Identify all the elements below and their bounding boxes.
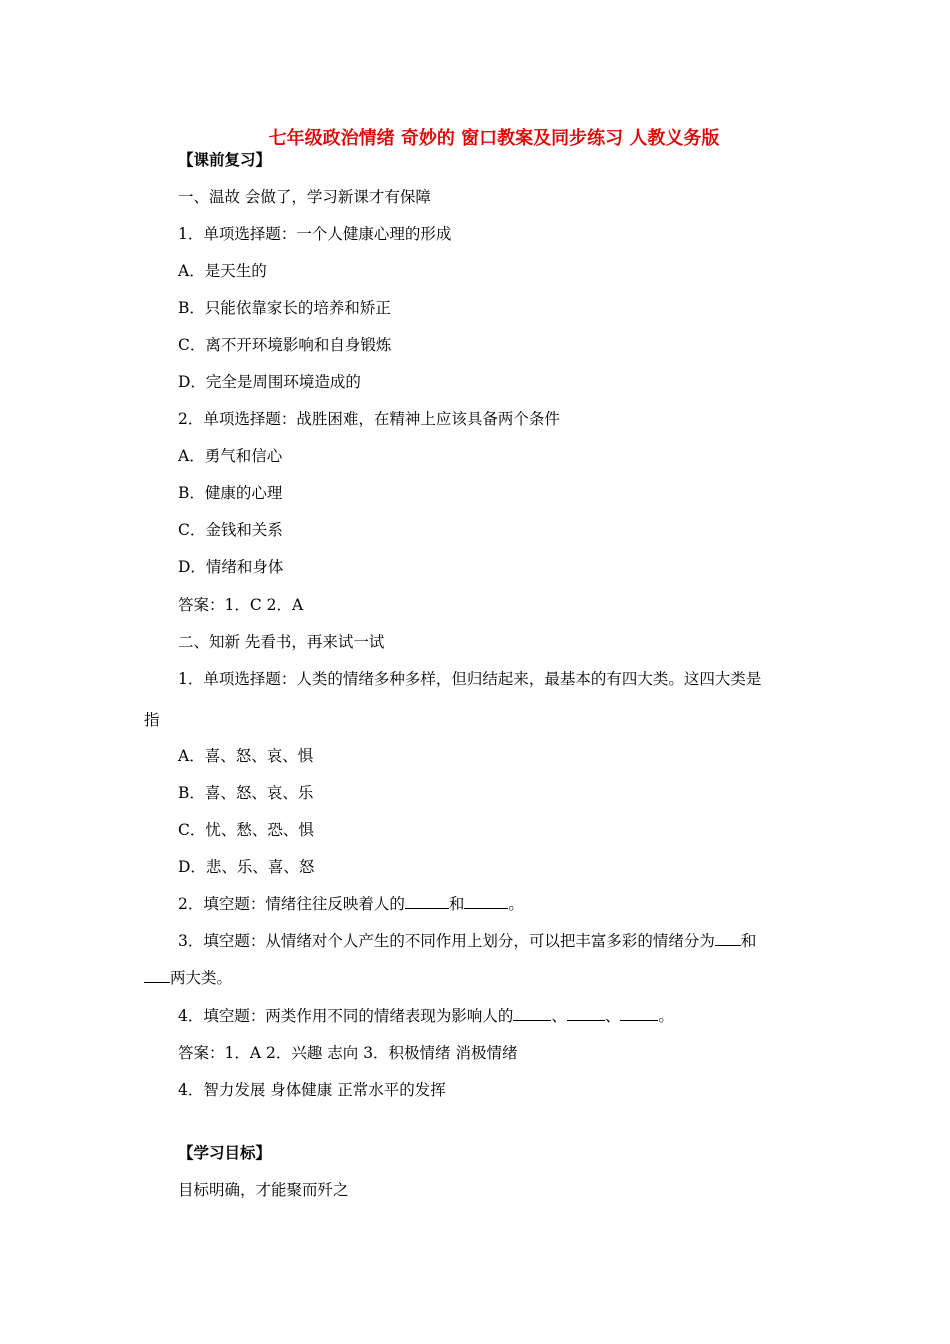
- fill-blank[interactable]: [144, 968, 170, 983]
- document-title: 七年级政治情绪 奇妙的 窗口教案及同步练习 人教义务版: [268, 128, 720, 149]
- question-1-option-b: B．只能依靠家长的培养和矫正: [178, 299, 391, 317]
- question-1-option-d: D．完全是周围环境造成的: [178, 373, 361, 391]
- section2-question-2: [178, 894, 524, 914]
- section-heading-review: 【课前复习】: [178, 151, 272, 169]
- question-2-option-b: B．健康的心理: [178, 484, 283, 502]
- question-2-option-a: A．勇气和信心: [178, 447, 283, 465]
- q4-suffix: 。: [658, 1007, 674, 1025]
- fill-blank[interactable]: [513, 1006, 551, 1021]
- section2-question-1-stem-wrap: 指: [144, 711, 160, 729]
- q3-suffix: 两大类。: [170, 969, 233, 987]
- section1-answer: 答案：1．C 2．A: [178, 596, 304, 614]
- q2-mid: 和: [448, 895, 465, 913]
- fill-blank[interactable]: [715, 931, 741, 946]
- section2-question-3: [178, 931, 756, 951]
- section2-question-1-option-c: C．忧、愁、恐、惧: [178, 821, 314, 839]
- section2-question-1-option-a: A．喜、怒、哀、惧: [178, 747, 314, 765]
- section-heading-objectives: 【学习目标】: [178, 1144, 272, 1162]
- section2-question-1-option-d: D．悲、乐、喜、怒: [178, 858, 315, 876]
- q3-prefix: 3．填空题：从情绪对个人产生的不同作用上划分，可以把丰富多彩的情绪分为: [178, 932, 715, 950]
- section2-question-1-stem: 1．单项选择题：人类的情绪多种多样，但归结起来，最基本的有四大类。这四大类是: [178, 670, 762, 688]
- q2-prefix: 2．填空题：情绪往往反映着人的: [178, 895, 405, 913]
- question-2-stem: 2．单项选择题：战胜困难，在精神上应该具备两个条件: [178, 410, 560, 428]
- section2-answer: 答案：1．A 2．兴趣 志向 3．积极情绪 消极情绪: [178, 1044, 518, 1062]
- q4-prefix: 4．填空题：两类作用不同的情绪表现为影响人的: [178, 1007, 514, 1025]
- question-1-stem: 1．单项选择题：一个人健康心理的形成: [178, 225, 452, 243]
- question-2-option-d: D．情绪和身体: [178, 558, 284, 576]
- q4-sep2: 、: [604, 1007, 621, 1025]
- question-2-option-c: C．金钱和关系: [178, 521, 283, 539]
- section1-intro: 一、温故 会做了，学习新课才有保障: [178, 188, 431, 206]
- section2-question-4: [178, 1006, 674, 1026]
- section2-question-1-option-b: B．喜、怒、哀、乐: [178, 784, 314, 802]
- fill-blank[interactable]: [620, 1006, 658, 1021]
- question-1-option-c: C．离不开环境影响和自身锻炼: [178, 336, 392, 354]
- objectives-text: 目标明确，才能聚而歼之: [178, 1181, 349, 1199]
- q2-suffix: 。: [508, 895, 524, 913]
- section2-question-3-wrap: [144, 968, 232, 988]
- q3-mid: 和: [740, 932, 757, 950]
- section2-answer-continued: 4．智力发展 身体健康 正常水平的发挥: [178, 1081, 446, 1099]
- fill-blank[interactable]: [464, 894, 508, 909]
- section2-intro: 二、知新 先看书，再来试一试: [178, 633, 385, 651]
- q4-sep1: 、: [551, 1007, 567, 1025]
- fill-blank[interactable]: [405, 894, 449, 909]
- question-1-option-a: A．是天生的: [178, 262, 267, 280]
- fill-blank[interactable]: [567, 1006, 605, 1021]
